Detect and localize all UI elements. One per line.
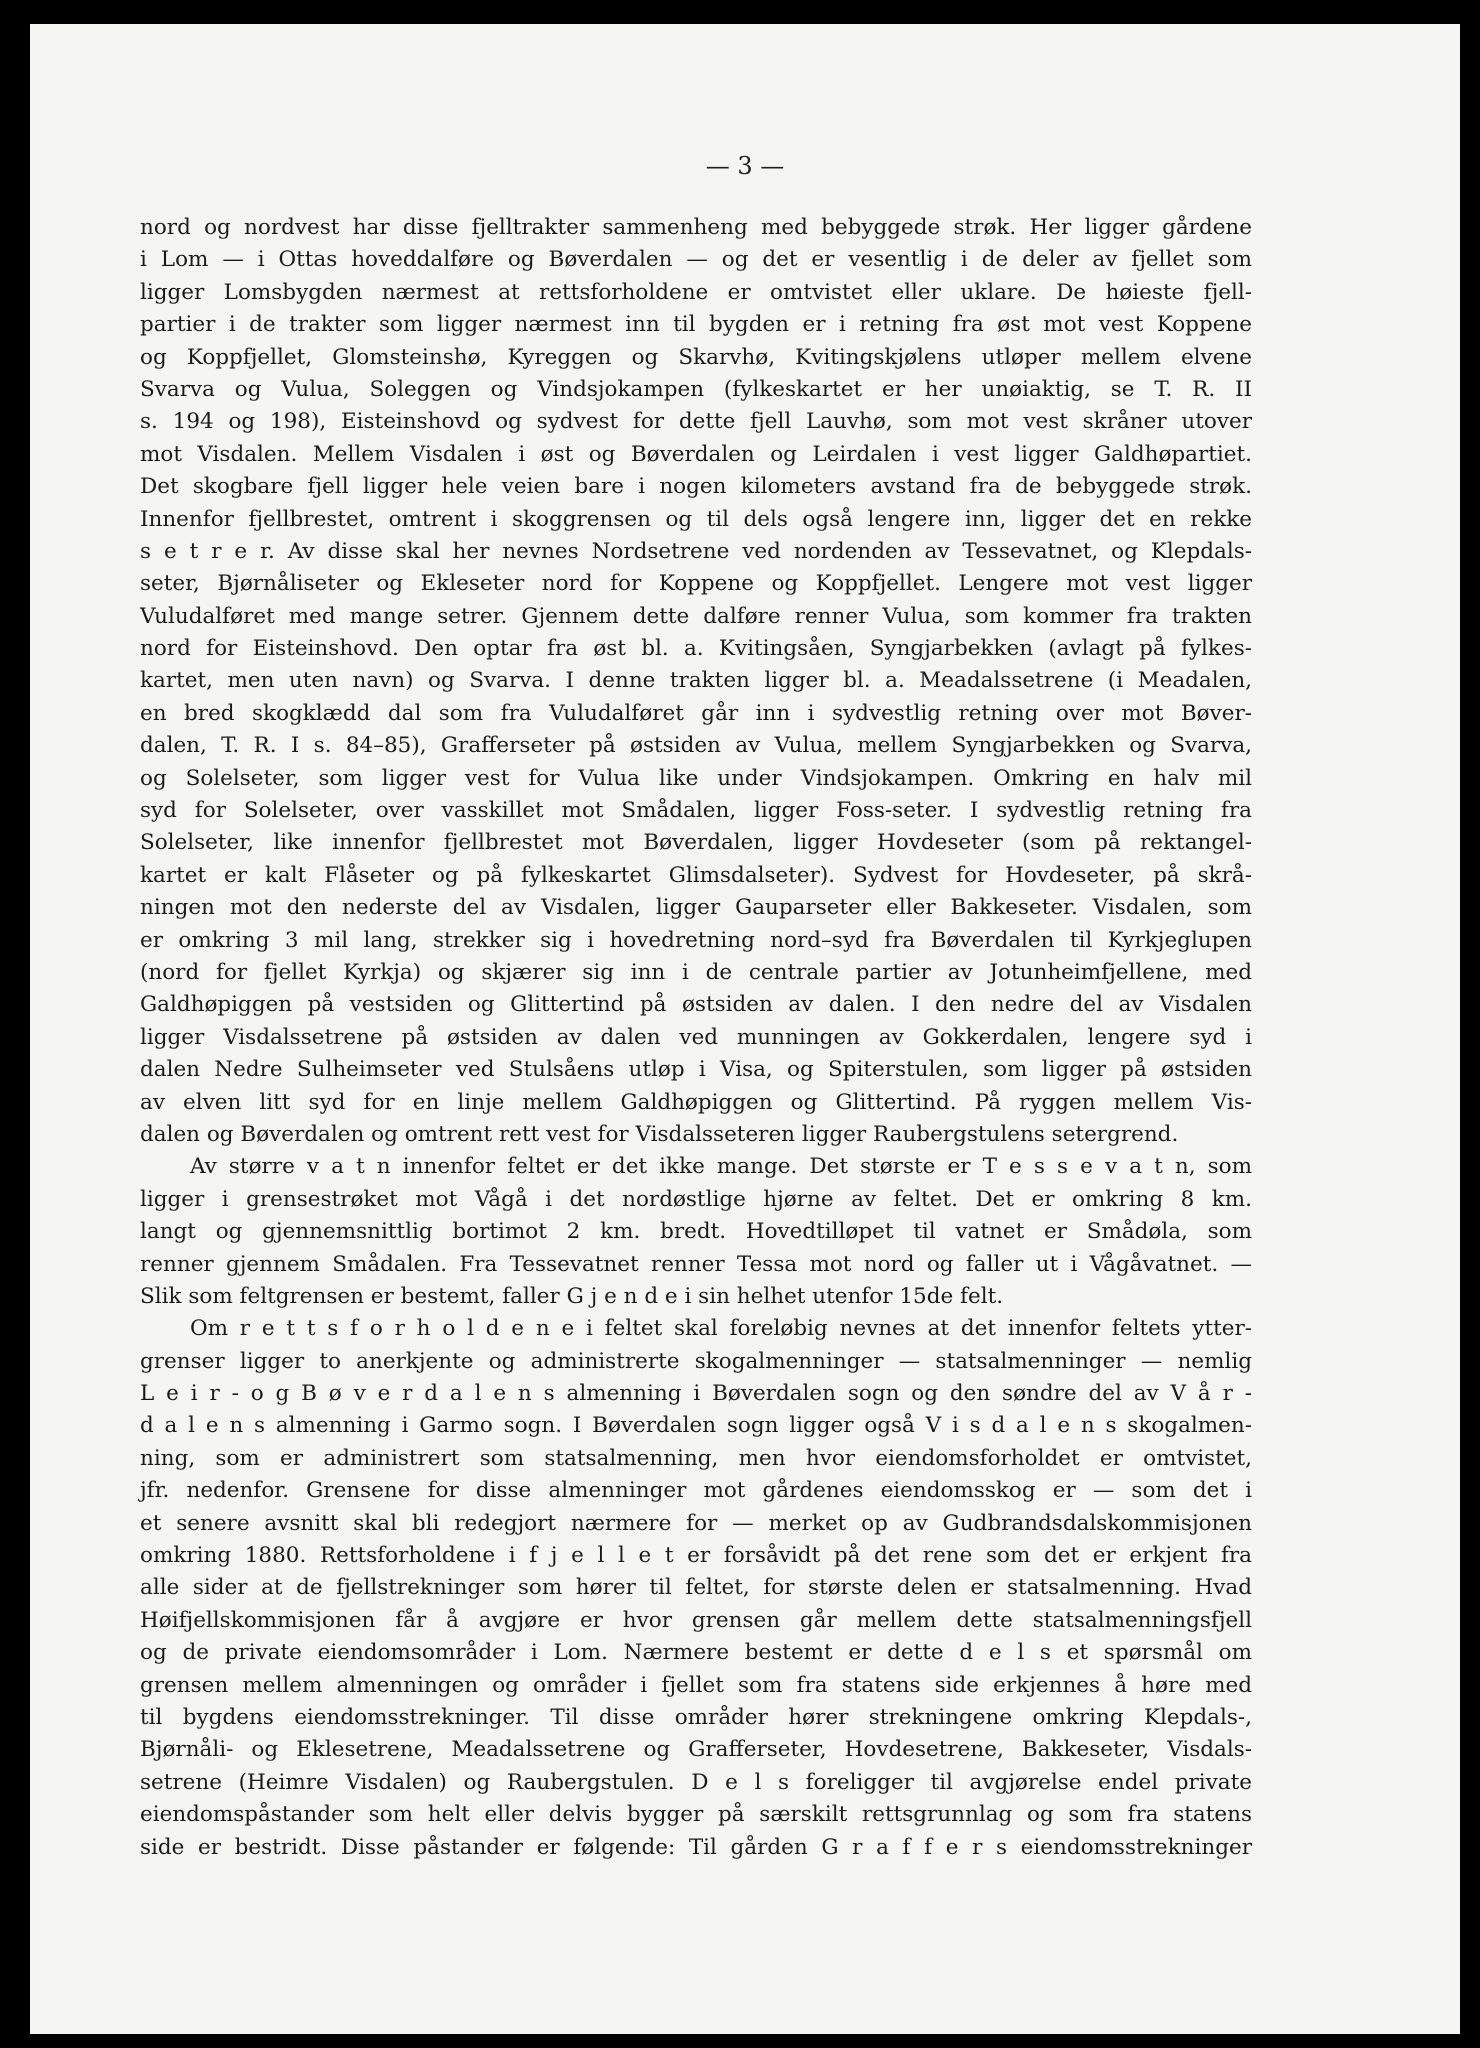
paragraph — [140, 1313, 1252, 1864]
text-line: s. 194 og 198), Eisteinshovd og sydvest for dette fjell Lauvhø, som mot vest skråner utover — [140, 409, 1252, 435]
text-line: Om r e t t s f o r h o l d e n e i feltet skal foreløbig nevnes at det innenfor feltets ytter- — [190, 1316, 1252, 1342]
text-line: kartet, men uten navn) og Svarva. I denne trakten ligger bl. a. Meadalssetrene (i Meadalen, — [140, 668, 1252, 694]
text-line: dalen og Bøverdalen og omtrent rett vest for Visdalsseteren ligger Raubergstulens setergrend. — [140, 1121, 1179, 1147]
text-line: renner gjennem Smådalen. Fra Tessevatnet renner Tessa mot nord og faller ut i Vågåvatnet. — — [140, 1251, 1252, 1277]
text-line: og Koppfjellet, Glomsteinshø, Kyreggen og Skarvhø, Kvitingskjølens utløper mellem elvene — [140, 344, 1252, 370]
text-line: ligger Lomsbygden nærmest at rettsforholdene er omtvistet eller uklare. De høieste fjell- — [140, 279, 1252, 305]
text-line: Solelseter, like innenfor fjellbrestet mot Bøverdalen, ligger Hovdeseter (som på rektangel- — [140, 830, 1252, 856]
text-line: Det skogbare fjell ligger hele veien bare i nogen kilometers avstand fra de bebyggede strøk. — [140, 474, 1252, 500]
text-line: omkring 1880. Rettsforholdene i f j e l l e t er forsåvidt på det rene som det er erkjent fra — [140, 1543, 1252, 1569]
text-line: nord for Eisteinshovd. Den optar fra øst bl. a. Kvitingsåen, Syngjarbekken (avlagt på fylkes- — [140, 636, 1252, 662]
text-line: syd for Solelseter, over vasskillet mot Smådalen, ligger Foss-seter. I sydvestlig retning fra — [140, 798, 1252, 824]
text-line: ning, som er administrert som statsalmenning, men hvor eiendomsforholdet er omtvistet, — [140, 1445, 1252, 1471]
text-line: dalen, T. R. I s. 84–85), Grafferseter på østsiden av Vulua, mellem Syngjarbekken og Svarva, — [140, 733, 1252, 759]
text-line: i Lom — i Ottas hoveddalføre og Bøverdalen — og det er vesentlig i de deler av fjellet som — [140, 247, 1252, 273]
text-line: langt og gjennemsnittlig bortimot 2 km. bredt. Hovedtilløpet til vatnet er Smådøla, som — [140, 1219, 1252, 1245]
text-line: kartet er kalt Flåseter og på fylkeskartet Glimsdalseter). Sydvest for Hovdeseter, på skrå- — [140, 862, 1252, 888]
text-line: partier i de trakter som ligger nærmest inn til bygden er i retning fra øst mot vest Koppene — [140, 312, 1252, 338]
text-line: Slik som feltgrensen er bestemt, faller G j e n d e i sin helhet utenfor 15de felt. — [140, 1283, 1004, 1309]
text-line: s e t r e r. Av disse skal her nevnes Nordsetrene ved nordenden av Tessevatnet, og Klepdals- — [140, 538, 1252, 564]
text-line: setrene (Heimre Visdalen) og Raubergstulen. D e l s foreligger til avgjørelse endel private — [140, 1769, 1252, 1795]
text-line: eiendomspåstander som helt eller delvis bygger på særskilt rettsgrunnlag og som fra statens — [140, 1802, 1252, 1828]
text-line: Høifjellskommisjonen får å avgjøre er hvor grensen går mellem dette statsalmenningsfjell — [140, 1607, 1252, 1633]
text-line: grensen mellem almenningen og områder i fjellet som fra statens side erkjennes å høre med — [140, 1672, 1252, 1698]
page-number: — 3 — — [705, 152, 785, 180]
text-line: grenser ligger to anerkjente og administrerte skogalmenninger — statsalmenninger — nemlig — [140, 1348, 1252, 1374]
text-line: ningen mot den nederste del av Visdalen, ligger Gauparseter eller Bakkeseter. Visdalen, som — [140, 895, 1252, 921]
text-line: ligger Visdalssetrene på østsiden av dalen ved munningen av Gokkerdalen, lengere syd i — [140, 1024, 1252, 1050]
text-line: side er bestridt. Disse påstander er følgende: Til gården G r a f f e r s eiendomsstrekninger — [140, 1834, 1252, 1860]
text-line: av elven litt syd for en linje mellem Galdhøpiggen og Glittertind. På ryggen mellem Vis- — [140, 1089, 1252, 1115]
paragraph — [140, 1151, 1252, 1313]
text-line: Vuludalføret med mange setrer. Gjennem dette dalføre renner Vulua, som kommer fra trakten — [140, 603, 1252, 629]
text-line: dalen Nedre Sulheimseter ved Stulsåens utløp i Visa, og Spiterstulen, som ligger på østsiden — [140, 1057, 1252, 1083]
text-line: alle sider at de fjellstrekninger som hører til feltet, for største delen er statsalmenning. Hvad — [140, 1575, 1252, 1601]
text-line: og Solelseter, som ligger vest for Vulua like under Vindsjokampen. Omkring en halv mil — [140, 765, 1252, 791]
text-line: et senere avsnitt skal bli redegjort nærmere for — merket op av Gudbrandsdalskommisjonen — [140, 1510, 1252, 1536]
text-line: og de private eiendomsområder i Lom. Nærmere bestemt er dette d e l s et spørsmål om — [140, 1640, 1252, 1666]
body-text — [140, 212, 1252, 1864]
text-line: til bygdens eiendomsstrekninger. Til disse områder hører strekningene omkring Klepdals-, — [140, 1704, 1252, 1730]
text-line: Innenfor fjellbrestet, omtrent i skoggrensen og til dels også lengere inn, ligger det en rekke — [140, 506, 1252, 532]
document-page — [30, 24, 1460, 2034]
text-line: Av større v a t n innenfor feltet er det ikke mange. Det største er T e s s e v a t n, som — [190, 1154, 1252, 1180]
text-line: en bred skogklædd dal som fra Vuludalføret går inn i sydvestlig retning over mot Bøver- — [140, 700, 1252, 726]
text-line: nord og nordvest har disse fjelltrakter sammenheng med bebyggede strøk. Her ligger gårdene — [140, 215, 1252, 240]
text-line: seter, Bjørnåliseter og Ekleseter nord for Koppene og Koppfjellet. Lengere mot vest ligger — [140, 571, 1252, 597]
text-line: er omkring 3 mil lang, strekker sig i hovedretning nord–syd fra Bøverdalen til Kyrkjeglupen — [140, 927, 1252, 953]
text-line: mot Visdalen. Mellem Visdalen i øst og Bøverdalen og Leirdalen i vest ligger Galdhøpartiet. — [140, 441, 1252, 467]
text-line: L e i r - o g B ø v e r d a l e n s almenning i Bøverdalen sogn og den søndre del av V å r - — [140, 1381, 1252, 1407]
text-line: jfr. nedenfor. Grensene for disse almenninger mot gårdenes eiendomsskog er — som det i — [140, 1478, 1252, 1504]
text-line: Svarva og Vulua, Soleggen og Vindsjokampen (fylkeskartet er her unøiaktig, se T. R. II — [140, 376, 1252, 402]
text-line: Bjørnåli- og Eklesetrene, Meadalssetrene og Grafferseter, Hovdesetrene, Bakkeseter, Visdals- — [140, 1737, 1252, 1763]
text-line: d a l e n s almenning i Garmo sogn. I Bøverdalen sogn ligger også V i s d a l e n s skogalmen- — [140, 1413, 1252, 1439]
text-line: (nord for fjellet Kyrkja) og skjærer sig inn i de centrale partier av Jotunheimfjellene, med — [140, 959, 1252, 985]
text-line: Galdhøpiggen på vestsiden og Glittertind på østsiden av dalen. I den nedre del av Visdalen — [140, 992, 1252, 1018]
paragraph — [140, 212, 1252, 1151]
text-line: ligger i grensestrøket mot Vågå i det nordøstlige hjørne av feltet. Det er omkring 8 km. — [140, 1186, 1252, 1212]
